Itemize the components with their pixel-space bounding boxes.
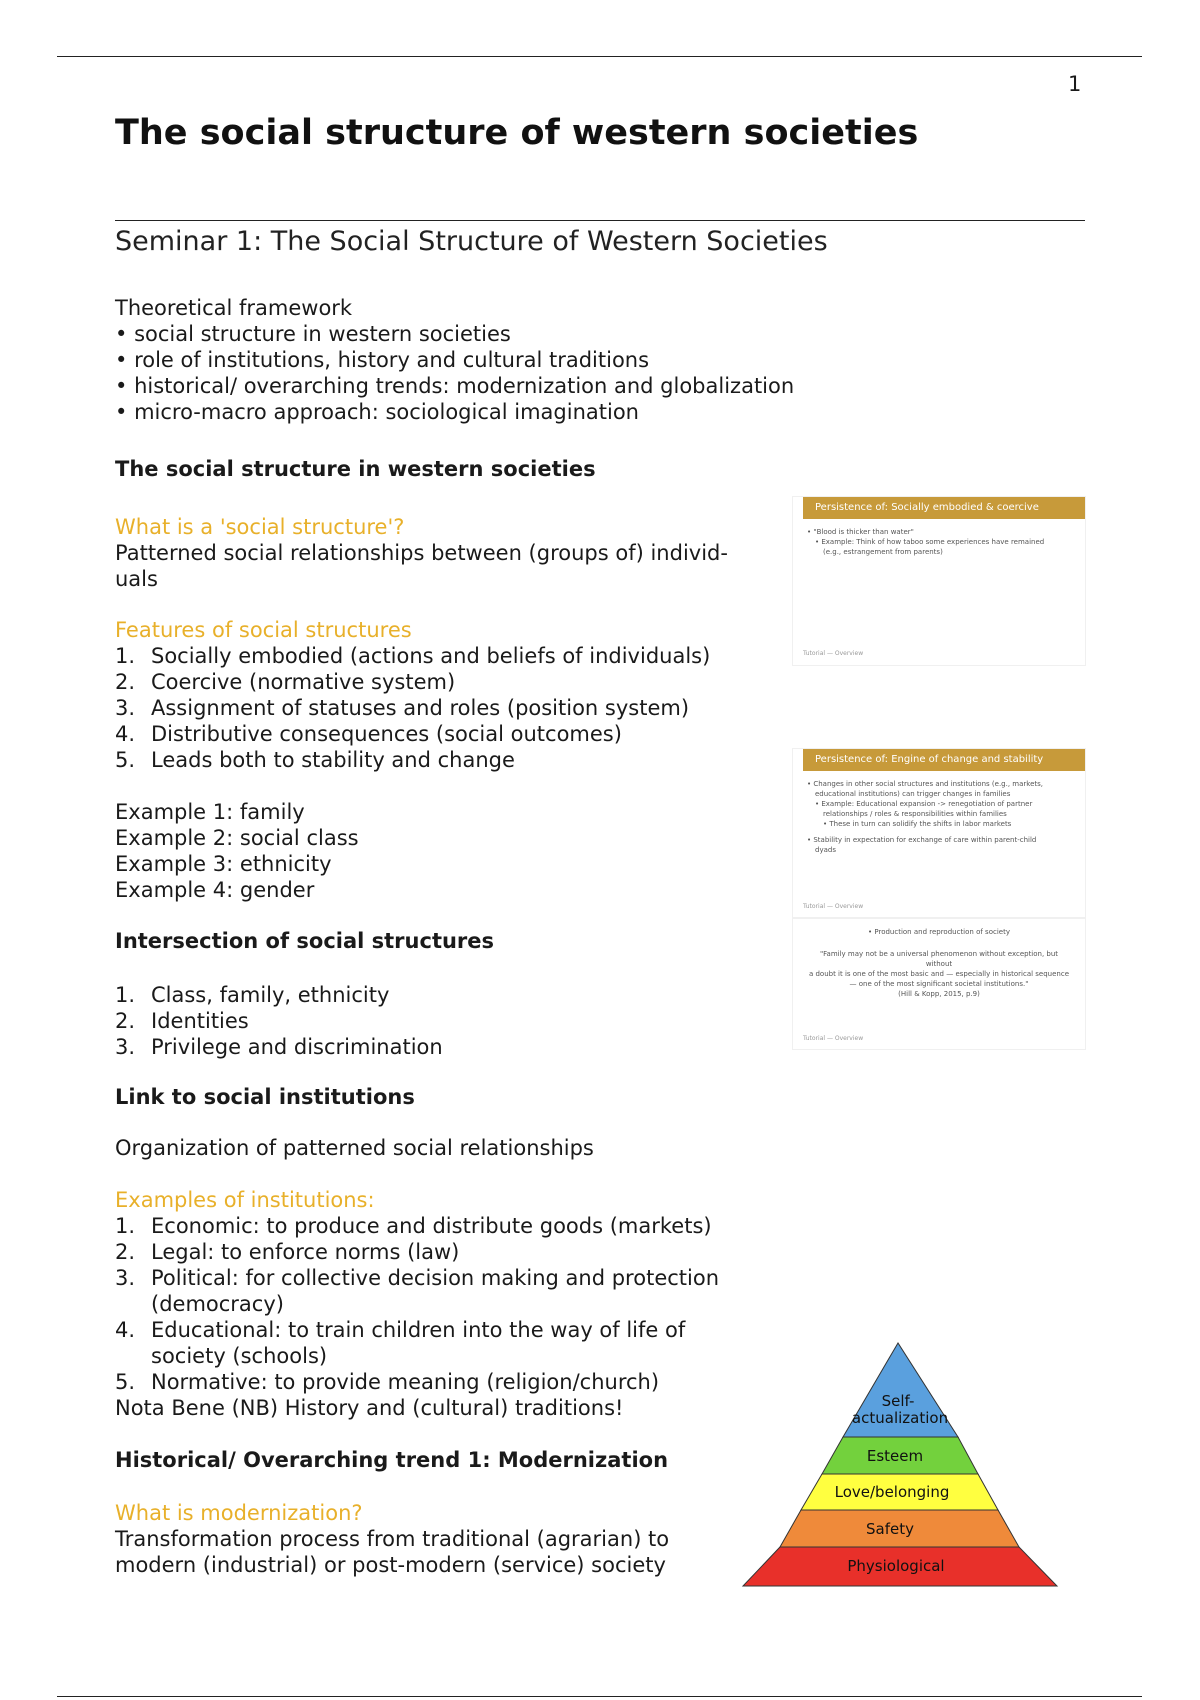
intersection-list xyxy=(115,982,795,1060)
slide-footer: Tutorial — Overview xyxy=(803,1035,864,1042)
question-modernization: What is modernization? xyxy=(115,1501,363,1525)
list-item: 1. Economic: to produce and distribute goods (markets) xyxy=(115,1214,712,1238)
slide-thumbnail-socially-embodied xyxy=(792,496,1086,666)
social-structure-block xyxy=(115,514,795,592)
seminar-title: Seminar 1: The Social Structure of Western Societies xyxy=(115,226,828,257)
framework-bullet: • social structure in western societies xyxy=(115,321,795,347)
title-rule xyxy=(115,220,1085,221)
features-block xyxy=(115,617,795,773)
examples-block xyxy=(115,799,795,903)
institutions-intro: Organization of patterned social relationships xyxy=(115,1136,594,1160)
slide-text: • Production and reproduction of society "Family may not be a universal phenomenon without exception, but without a doubt it is one of the most basic and — especially in historical sequence — one of the most significant societal institutions." (Hill & Kopp, 2015, p.9) xyxy=(808,928,1070,998)
slide-footer: Tutorial — Overview xyxy=(803,903,864,910)
pyramid-label: Safety xyxy=(866,1520,914,1538)
slide-text: • Changes in other social structures and institutions (e.g., markets, educational institutions) can trigger changes in families • Example: Educational expansion -> renegotiation of partner relationships / roles & responsibilities within families • These in turn can solidify the shifts in labor markets • Stability in expectation for exchange of care within parent-child dyads xyxy=(807,780,1043,854)
top-rule xyxy=(57,56,1142,57)
institutions-examples-title: Examples of institutions: xyxy=(115,1188,375,1212)
list-item: 3. Privilege and discrimination xyxy=(115,1035,443,1059)
slide-thumbnail-quote xyxy=(792,918,1086,1050)
features-list xyxy=(115,643,795,773)
list-item: 2. Identities xyxy=(115,1009,249,1033)
list-item: 5. Leads both to stability and change xyxy=(115,748,515,772)
slide-title-bar: Persistence of: Engine of change and stability xyxy=(803,749,1085,771)
framework-title: Theoretical framework xyxy=(115,296,353,320)
pyramid-label: Physiological xyxy=(847,1557,945,1575)
answer-line: modern (industrial) or post-modern (service) society xyxy=(115,1553,666,1577)
list-item: 2. Coercive (normative system) xyxy=(115,670,456,694)
pyramid-label: actualization xyxy=(851,1409,949,1427)
framework-bullet: • micro-macro approach: sociological imagination xyxy=(115,399,795,425)
list-item: 3. Assignment of statuses and roles (position system) xyxy=(115,696,690,720)
list-item: 5. Normative: to provide meaning (religion/church) xyxy=(115,1370,660,1394)
pyramid-label: Esteem xyxy=(866,1447,924,1465)
section-heading-intersection: Intersection of social structures xyxy=(115,929,495,953)
document-title: The social structure of western societies xyxy=(115,113,919,153)
maslow-pyramid xyxy=(740,1340,1080,1590)
section-heading-institutions: Link to social institutions xyxy=(115,1085,415,1109)
section-heading-social-structure: The social structure in western societies xyxy=(115,457,596,481)
pyramid-label: Love/belonging xyxy=(834,1483,950,1501)
answer-line: Patterned social relationships between (groups of) individ- xyxy=(115,541,728,565)
framework-bullet: • historical/ overarching trends: modernization and globalization xyxy=(115,373,795,399)
institutions-block xyxy=(115,1187,835,1395)
bottom-rule xyxy=(57,1696,1142,1697)
list-item: 1. Class, family, ethnicity xyxy=(115,983,390,1007)
answer-line: uals xyxy=(115,567,158,591)
section-heading-modernization: Historical/ Overarching trend 1: Modernization xyxy=(115,1448,669,1472)
pyramid-label: Self- xyxy=(881,1392,915,1410)
framework-bullet: • role of institutions, history and cultural traditions xyxy=(115,347,795,373)
institutions-list xyxy=(115,1213,835,1395)
list-item: 2. Legal: to enforce norms (law) xyxy=(115,1240,460,1264)
slide-thumbnail-change-stability xyxy=(792,748,1086,918)
list-item: 4. Educational: to train children into the way of life of society (schools) xyxy=(115,1318,686,1368)
framework-block xyxy=(115,295,795,425)
page-number: 1 xyxy=(1068,72,1082,96)
example-item: Example 1: family xyxy=(115,800,305,824)
list-item: 4. Distributive consequences (social outcomes) xyxy=(115,722,622,746)
slide-text: • "Blood is thicker than water" • Example: Think of how taboo some experiences have remained (e.g., estrangement from parents) xyxy=(807,528,1045,556)
list-item: 3. Political: for collective decision making and protection (democracy) xyxy=(115,1266,720,1316)
list-item: 1. Socially embodied (actions and beliefs of individuals) xyxy=(115,644,711,668)
example-item: Example 4: gender xyxy=(115,878,315,902)
slide-title-bar: Persistence of: Socially embodied & coercive xyxy=(803,497,1085,519)
example-item: Example 3: ethnicity xyxy=(115,852,332,876)
question-social-structure: What is a 'social structure'? xyxy=(115,515,405,539)
modernization-block xyxy=(115,1500,795,1578)
nota-bene: Nota Bene (NB) History and (cultural) traditions! xyxy=(115,1396,624,1420)
slide-footer: Tutorial — Overview xyxy=(803,650,864,657)
answer-line: Transformation process from traditional (agrarian) to xyxy=(115,1527,670,1551)
features-title: Features of social structures xyxy=(115,618,412,642)
example-item: Example 2: social class xyxy=(115,826,359,850)
